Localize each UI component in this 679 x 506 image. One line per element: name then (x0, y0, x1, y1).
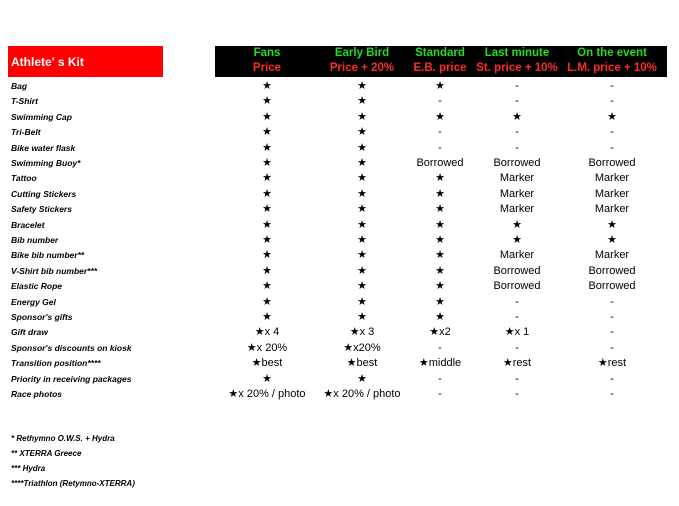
column-price: Price + 20% (329, 62, 395, 74)
column-name: Standard (415, 47, 465, 59)
table-cell: ★ (435, 234, 445, 246)
table-cell: ★ (262, 280, 272, 293)
table-cell: ★ (357, 295, 367, 308)
row-label: Safety Stickers (11, 204, 72, 215)
table-cell: - (438, 95, 442, 108)
table-row (0, 279, 679, 294)
table-cell: ★ (357, 218, 367, 231)
table-cell: ★middle (418, 357, 462, 370)
row-label: Bracelet (11, 219, 45, 230)
table-cell: Marker (594, 172, 630, 185)
row-label: Tri-Belt (11, 127, 41, 138)
row-label: Bike bib number** (11, 250, 85, 261)
row-label: Energy Gel (11, 296, 56, 307)
column-header (217, 46, 317, 77)
row-label: Bib number (11, 235, 59, 245)
table-cell: ★ (512, 234, 522, 246)
table-cell: Marker (499, 172, 535, 185)
table-cell: - (610, 311, 614, 323)
table-cell: ★ (357, 280, 367, 293)
row-label: Cutting Stickers (11, 188, 77, 199)
table-cell: ★ (357, 203, 367, 216)
table-cell: ★ (262, 172, 272, 185)
table-cell: ★ (607, 218, 617, 231)
table-cell: - (610, 95, 614, 108)
table-row (0, 79, 679, 94)
column-header (472, 46, 562, 77)
table-cell: ★ (262, 264, 272, 277)
table-title: Athlete' s Kit (8, 46, 163, 77)
table-cell: ★ (512, 110, 522, 123)
table-cell: - (610, 326, 614, 339)
table-cell: ★ (357, 157, 367, 169)
table-cell: - (610, 126, 614, 139)
table-cell: - (515, 311, 519, 323)
table-cell: ★x 4 (254, 326, 280, 339)
footnote: ****Triathlon (Retymno-XTERRA) (11, 479, 135, 488)
column-price: St. price + 10% (476, 62, 558, 74)
table-cell: - (438, 126, 442, 139)
table-cell: ★ (357, 110, 367, 123)
table-cell: ★ (357, 95, 367, 108)
table-cell: Marker (594, 249, 630, 262)
table-cell: - (610, 372, 614, 385)
column-name: Last minute (484, 47, 550, 59)
table-cell: ★ (262, 141, 272, 154)
table-row (0, 110, 679, 125)
row-label: Tattoo (11, 173, 37, 184)
table-cell: ★best (251, 357, 283, 370)
table-cell: ★x 20% (246, 341, 288, 354)
table-row (0, 341, 679, 356)
table-row (0, 171, 679, 186)
column-name: Early Bird (334, 47, 390, 59)
table-cell: ★x 20% / photo (228, 388, 306, 400)
column-price: E.B. price (413, 62, 467, 74)
table-cell: ★ (357, 141, 367, 154)
table-cell: Marker (594, 203, 630, 216)
table-cell: ★ (357, 172, 367, 185)
table-cell: ★ (262, 126, 272, 139)
table-cell: ★ (607, 110, 617, 123)
table-cell: Borrowed (416, 157, 464, 169)
table-row (0, 94, 679, 109)
table-cell: - (438, 388, 442, 400)
table-cell: Borrowed (493, 264, 541, 277)
table-cell: ★ (357, 249, 367, 262)
row-label: Bag (11, 81, 28, 91)
column-header (562, 46, 662, 77)
table-cell: Borrowed (493, 157, 541, 169)
table-cell: - (515, 80, 519, 92)
table-cell: - (610, 295, 614, 308)
table-cell: - (515, 295, 519, 308)
table-cell: - (515, 341, 519, 354)
table-cell: ★x 20% / photo (323, 388, 401, 400)
table-row (0, 264, 679, 279)
table-cell: Marker (594, 187, 630, 200)
table-cell: - (438, 372, 442, 385)
table-cell: ★ (357, 80, 367, 92)
table-cell: ★ (357, 126, 367, 139)
table-cell: ★ (357, 311, 367, 323)
table-row (0, 372, 679, 387)
row-label: Priority in receiving packages (11, 373, 132, 384)
table-cell: ★ (357, 264, 367, 277)
table-row (0, 248, 679, 263)
table-cell: ★ (512, 218, 522, 231)
table-cell: ★rest (502, 357, 532, 370)
table-cell: - (515, 372, 519, 385)
table-cell: - (438, 341, 442, 354)
row-label: Sponsor's gifts (11, 312, 73, 322)
table-cell: ★ (262, 80, 272, 92)
column-header (410, 46, 470, 77)
table-cell: ★ (435, 311, 445, 323)
table-cell: ★ (262, 95, 272, 108)
column-price: Price (252, 62, 282, 74)
footnotes (11, 431, 135, 491)
table-row (0, 310, 679, 325)
table-row (0, 387, 679, 402)
table-cell: ★ (262, 234, 272, 246)
row-label: Swimming Cap (11, 111, 72, 122)
table-cell: ★ (435, 280, 445, 293)
table-cell: Borrowed (493, 280, 541, 293)
table-row (0, 125, 679, 140)
table-cell: ★ (262, 372, 272, 385)
table-cell: ★ (435, 172, 445, 185)
table-cell: ★ (262, 311, 272, 323)
table-row (0, 218, 679, 233)
row-label: Swimming Buoy* (11, 158, 81, 168)
table-cell: ★ (435, 110, 445, 123)
table-cell: ★ (435, 249, 445, 262)
table-cell: - (515, 95, 519, 108)
table-cell: ★ (262, 203, 272, 216)
table-cell: - (515, 388, 519, 400)
table-cell: ★ (435, 264, 445, 277)
row-label: V-Shirt bib number*** (11, 265, 98, 276)
table-row (0, 233, 679, 248)
table-cell: ★ (262, 187, 272, 200)
column-header (316, 46, 408, 77)
table-cell: ★x2 (429, 326, 451, 339)
table-cell: Marker (499, 203, 535, 216)
table-row (0, 325, 679, 340)
row-label: Gift draw (11, 327, 48, 338)
table-cell: - (610, 80, 614, 92)
table-row (0, 141, 679, 156)
table-cell: ★ (435, 187, 445, 200)
table-cell: ★x 3 (349, 326, 375, 339)
table-cell: ★ (357, 372, 367, 385)
table-cell: Borrowed (588, 157, 636, 169)
table-cell: - (515, 126, 519, 139)
table-cell: ★ (435, 203, 445, 216)
table-row (0, 156, 679, 171)
footnote: ** XTERRA Greece (11, 449, 82, 458)
table-cell: - (610, 388, 614, 400)
table-row (0, 202, 679, 217)
row-label: Sponsor's discounts on kiosk (11, 342, 132, 353)
table-cell: ★ (262, 249, 272, 262)
row-label: Transition position**** (11, 358, 101, 369)
table-cell: ★ (262, 295, 272, 308)
table-row (0, 295, 679, 310)
column-price: L.M. price + 10% (567, 62, 657, 74)
table-cell: ★ (435, 80, 445, 92)
row-label: Elastic Rope (11, 281, 63, 292)
table-row (0, 187, 679, 202)
table-cell: ★x 1 (504, 326, 530, 339)
table-cell: - (610, 341, 614, 354)
table-cell: ★ (607, 234, 617, 246)
table-cell: ★rest (597, 357, 627, 370)
table-row (0, 356, 679, 371)
column-name: On the event (577, 47, 647, 59)
table-cell: Marker (499, 187, 535, 200)
row-label: Race photos (11, 389, 63, 399)
table-cell: - (438, 141, 442, 154)
table-cell: ★ (262, 218, 272, 231)
row-label: Bike water flask (11, 142, 76, 153)
table-cell: ★best (346, 357, 378, 370)
table-cell: ★ (262, 157, 272, 169)
footnote: * Rethymno O.W.S. + Hydra (11, 434, 115, 443)
table-cell: ★ (262, 110, 272, 123)
table-cell: ★ (435, 295, 445, 308)
row-label: T-Shirt (11, 96, 38, 107)
table-cell: Borrowed (588, 264, 636, 277)
table-cell: Borrowed (588, 280, 636, 293)
table-cell: - (610, 141, 614, 154)
table-cell: ★x20% (343, 341, 381, 354)
table-cell: ★ (357, 187, 367, 200)
table-cell: ★ (435, 218, 445, 231)
table-cell: Marker (499, 249, 535, 262)
table-cell: ★ (357, 234, 367, 246)
footnote: *** Hydra (11, 464, 46, 473)
column-name: Fans (253, 47, 281, 59)
table-cell: - (515, 141, 519, 154)
